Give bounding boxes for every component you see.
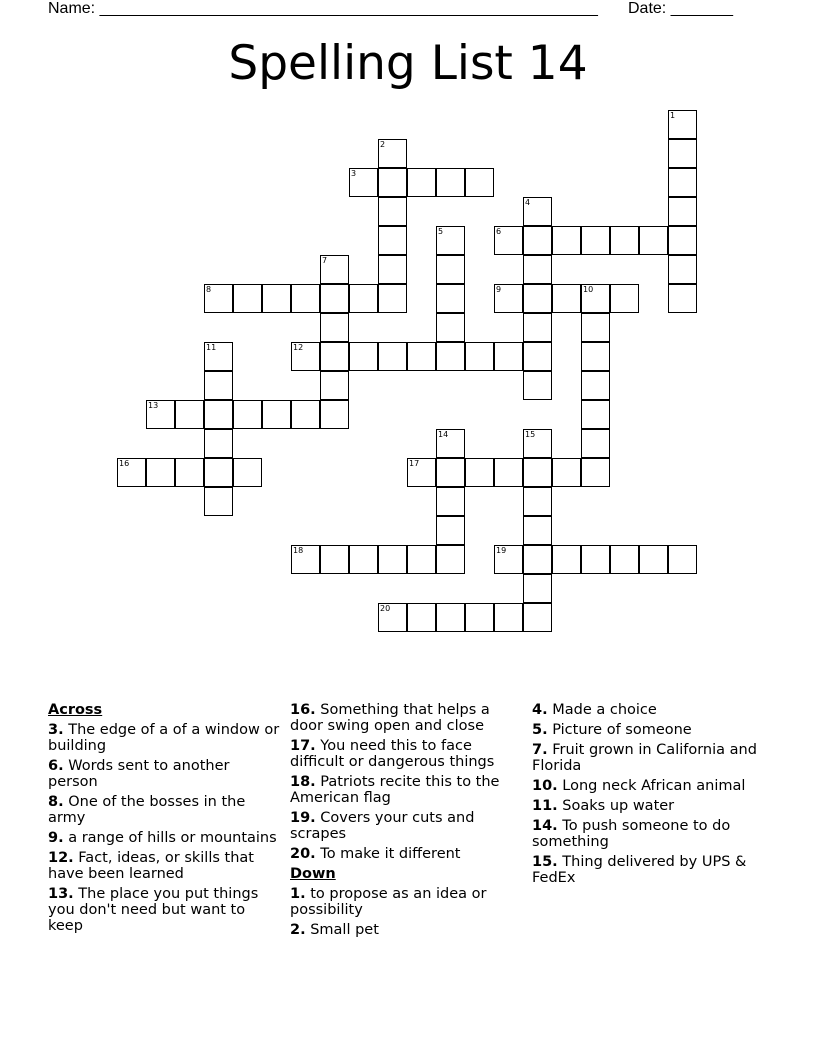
grid-cell[interactable] [465, 342, 494, 371]
clue-num: 3. [48, 722, 64, 738]
clue-item [532, 702, 764, 718]
clue-num: 12. [48, 850, 74, 866]
clue-item [48, 850, 280, 882]
clue-text: The edge of a of a window or building [48, 722, 280, 754]
clue-text: Something that helps a door swing open and close [290, 702, 490, 734]
grid-cell[interactable] [639, 545, 668, 574]
grid-cell[interactable] [378, 197, 407, 226]
clue-number: 4 [525, 198, 531, 207]
grid-cell[interactable] [668, 197, 697, 226]
grid-cell[interactable] [523, 197, 552, 226]
grid-cell[interactable] [378, 168, 407, 197]
clue-number: 2 [380, 140, 386, 149]
clue-number: 3 [351, 169, 357, 178]
grid-cell[interactable] [668, 139, 697, 168]
grid-cell[interactable] [581, 400, 610, 429]
clue-number: 12 [293, 343, 304, 352]
grid-cell[interactable] [320, 284, 349, 313]
grid-cell[interactable] [291, 342, 320, 371]
grid-cell[interactable] [436, 255, 465, 284]
grid-cell[interactable] [610, 226, 639, 255]
grid-cell[interactable] [436, 603, 465, 632]
clue-text: Fruit grown in California and Florida [532, 742, 757, 774]
clue-number: 9 [496, 285, 502, 294]
clue-num: 17. [290, 738, 316, 754]
clue-num: 2. [290, 922, 306, 938]
grid-cell[interactable] [378, 342, 407, 371]
grid-cell[interactable] [407, 342, 436, 371]
grid-cell[interactable] [552, 284, 581, 313]
grid-cell[interactable] [204, 429, 233, 458]
grid-cell[interactable] [320, 313, 349, 342]
clue-text: One of the bosses in the army [48, 794, 246, 826]
grid-cell[interactable] [320, 400, 349, 429]
clue-text: Long neck African animal [562, 778, 746, 794]
clue-text: You need this to face difficult or dangerous things [290, 738, 495, 770]
grid-cell[interactable] [494, 342, 523, 371]
clue-text: Small pet [310, 922, 379, 938]
grid-cell[interactable] [523, 516, 552, 545]
grid-cell[interactable] [436, 313, 465, 342]
clue-number: 16 [119, 459, 130, 468]
grid-cell[interactable] [320, 371, 349, 400]
grid-cell[interactable] [407, 545, 436, 574]
clue-num: 20. [290, 846, 316, 862]
grid-cell[interactable] [349, 545, 378, 574]
grid-cell[interactable] [494, 458, 523, 487]
grid-cell[interactable] [436, 516, 465, 545]
clue-number: 15 [525, 430, 536, 439]
clue-number: 20 [380, 604, 391, 613]
grid-cell[interactable] [320, 342, 349, 371]
grid-cell[interactable] [436, 487, 465, 516]
grid-cell[interactable] [233, 284, 262, 313]
clue-num: 16. [290, 702, 316, 718]
down-heading: Down [290, 866, 336, 882]
grid-cell[interactable] [668, 168, 697, 197]
clue-item [290, 702, 522, 734]
grid-cell[interactable] [233, 400, 262, 429]
clue-text: Patriots recite this to the American flag [290, 774, 500, 806]
clue-item [532, 854, 764, 886]
clue-num: 6. [48, 758, 64, 774]
grid-cell[interactable] [320, 255, 349, 284]
clue-number: 14 [438, 430, 449, 439]
clue-text: Covers your cuts and scrapes [290, 810, 475, 842]
clue-num: 19. [290, 810, 316, 826]
grid-cell[interactable] [407, 168, 436, 197]
grid-cell[interactable] [581, 458, 610, 487]
clue-text: Made a choice [552, 702, 657, 718]
clue-item [290, 922, 522, 938]
clue-item [532, 722, 764, 738]
grid-cell[interactable] [436, 429, 465, 458]
clue-item [532, 778, 764, 794]
grid-cell[interactable] [581, 313, 610, 342]
grid-cell[interactable] [523, 371, 552, 400]
grid-cell[interactable] [436, 226, 465, 255]
clue-num: 8. [48, 794, 64, 810]
grid-cell[interactable] [291, 545, 320, 574]
grid-cell[interactable] [204, 487, 233, 516]
grid-cell[interactable] [204, 400, 233, 429]
name-field-label: Name: ________________________________________________________ [48, 0, 598, 17]
grid-cell[interactable] [494, 545, 523, 574]
clue-text: Words sent to another person [48, 758, 230, 790]
clue-number: 19 [496, 546, 507, 555]
grid-cell[interactable] [523, 458, 552, 487]
grid-cell[interactable] [262, 400, 291, 429]
grid-cell[interactable] [378, 545, 407, 574]
grid-cell[interactable] [291, 284, 320, 313]
grid-cell[interactable] [378, 139, 407, 168]
grid-cell[interactable] [581, 284, 610, 313]
grid-cell[interactable] [349, 284, 378, 313]
clue-number: 13 [148, 401, 159, 410]
grid-cell[interactable] [639, 226, 668, 255]
clue-item [48, 886, 280, 934]
grid-cell[interactable] [581, 429, 610, 458]
grid-cell[interactable] [552, 226, 581, 255]
grid-cell[interactable] [436, 545, 465, 574]
clue-item [532, 742, 764, 774]
clue-item [48, 722, 280, 754]
clue-number: 7 [322, 256, 328, 265]
clue-num: 11. [532, 798, 558, 814]
clue-num: 9. [48, 830, 64, 846]
clue-item [290, 886, 522, 918]
clue-number: 18 [293, 546, 304, 555]
clue-number: 10 [583, 285, 594, 294]
clue-text: to propose as an idea or possibility [290, 886, 487, 918]
grid-cell[interactable] [291, 400, 320, 429]
clue-num: 13. [48, 886, 74, 902]
clue-column-3 [532, 702, 764, 890]
clue-number: 11 [206, 343, 217, 352]
grid-cell[interactable] [204, 371, 233, 400]
clue-num: 18. [290, 774, 316, 790]
clue-number: 6 [496, 227, 502, 236]
clue-item [48, 758, 280, 790]
grid-cell[interactable] [320, 545, 349, 574]
grid-cell[interactable] [465, 458, 494, 487]
grid-cell[interactable] [494, 284, 523, 313]
grid-cell[interactable] [349, 168, 378, 197]
grid-cell[interactable] [581, 371, 610, 400]
grid-cell[interactable] [581, 342, 610, 371]
page-title: Spelling List 14 [228, 36, 588, 91]
grid-cell[interactable] [523, 574, 552, 603]
grid-cell[interactable] [378, 255, 407, 284]
grid-cell[interactable] [465, 168, 494, 197]
grid-cell[interactable] [523, 429, 552, 458]
clue-item [290, 774, 522, 806]
grid-cell[interactable] [407, 458, 436, 487]
across-heading: Across [48, 702, 103, 718]
clue-column-2 [290, 702, 522, 942]
grid-cell[interactable] [668, 226, 697, 255]
clue-num: 14. [532, 818, 558, 834]
clue-num: 4. [532, 702, 548, 718]
clue-text: To make it different [320, 846, 461, 862]
grid-cell[interactable] [523, 255, 552, 284]
clue-text: The place you put things you don't need but want to keep [48, 886, 259, 934]
grid-cell[interactable] [552, 458, 581, 487]
clue-column-1 [48, 702, 280, 938]
grid-cell[interactable] [436, 458, 465, 487]
grid-cell[interactable] [233, 458, 262, 487]
clue-text: To push someone to do something [532, 818, 731, 850]
grid-cell[interactable] [494, 226, 523, 255]
grid-cell[interactable] [523, 487, 552, 516]
grid-cell[interactable] [349, 342, 378, 371]
grid-cell[interactable] [117, 458, 146, 487]
clue-num: 5. [532, 722, 548, 738]
grid-cell[interactable] [494, 603, 523, 632]
grid-cell[interactable] [523, 313, 552, 342]
clue-number: 1 [670, 111, 676, 120]
grid-cell[interactable] [523, 284, 552, 313]
clue-text: Thing delivered by UPS & FedEx [532, 854, 747, 886]
grid-cell[interactable] [581, 545, 610, 574]
grid-cell[interactable] [436, 342, 465, 371]
grid-cell[interactable] [523, 545, 552, 574]
grid-cell[interactable] [175, 458, 204, 487]
clue-text: Fact, ideas, or skills that have been learned [48, 850, 254, 882]
grid-cell[interactable] [146, 400, 175, 429]
grid-cell[interactable] [436, 168, 465, 197]
grid-cell[interactable] [610, 545, 639, 574]
clue-num: 15. [532, 854, 558, 870]
grid-cell[interactable] [523, 226, 552, 255]
grid-cell[interactable] [175, 400, 204, 429]
grid-cell[interactable] [407, 603, 436, 632]
grid-cell[interactable] [523, 603, 552, 632]
grid-cell[interactable] [581, 226, 610, 255]
clue-number: 17 [409, 459, 420, 468]
clue-item [532, 798, 764, 814]
grid-cell[interactable] [668, 255, 697, 284]
clue-item [290, 738, 522, 770]
clue-item [48, 794, 280, 826]
clue-item [290, 810, 522, 842]
grid-cell[interactable] [378, 226, 407, 255]
clue-num: 1. [290, 886, 306, 902]
clue-item [290, 846, 522, 862]
clue-number: 8 [206, 285, 212, 294]
clue-text: a range of hills or mountains [68, 830, 277, 846]
grid-cell[interactable] [465, 603, 494, 632]
grid-cell[interactable] [610, 284, 639, 313]
date-field-label: Date: _______ [628, 0, 733, 17]
clue-item [48, 830, 280, 846]
grid-cell[interactable] [378, 603, 407, 632]
grid-cell[interactable] [668, 284, 697, 313]
clue-num: 10. [532, 778, 558, 794]
grid-cell[interactable] [668, 110, 697, 139]
grid-cell[interactable] [552, 545, 581, 574]
grid-cell[interactable] [204, 342, 233, 371]
clue-item [532, 818, 764, 850]
grid-cell[interactable] [262, 284, 291, 313]
grid-cell[interactable] [204, 284, 233, 313]
grid-cell[interactable] [436, 284, 465, 313]
grid-cell[interactable] [146, 458, 175, 487]
clue-num: 7. [532, 742, 548, 758]
clue-number: 5 [438, 227, 444, 236]
grid-cell[interactable] [378, 284, 407, 313]
clue-text: Picture of someone [552, 722, 692, 738]
grid-cell[interactable] [668, 545, 697, 574]
clue-text: Soaks up water [562, 798, 675, 814]
grid-cell[interactable] [204, 458, 233, 487]
grid-cell[interactable] [523, 342, 552, 371]
